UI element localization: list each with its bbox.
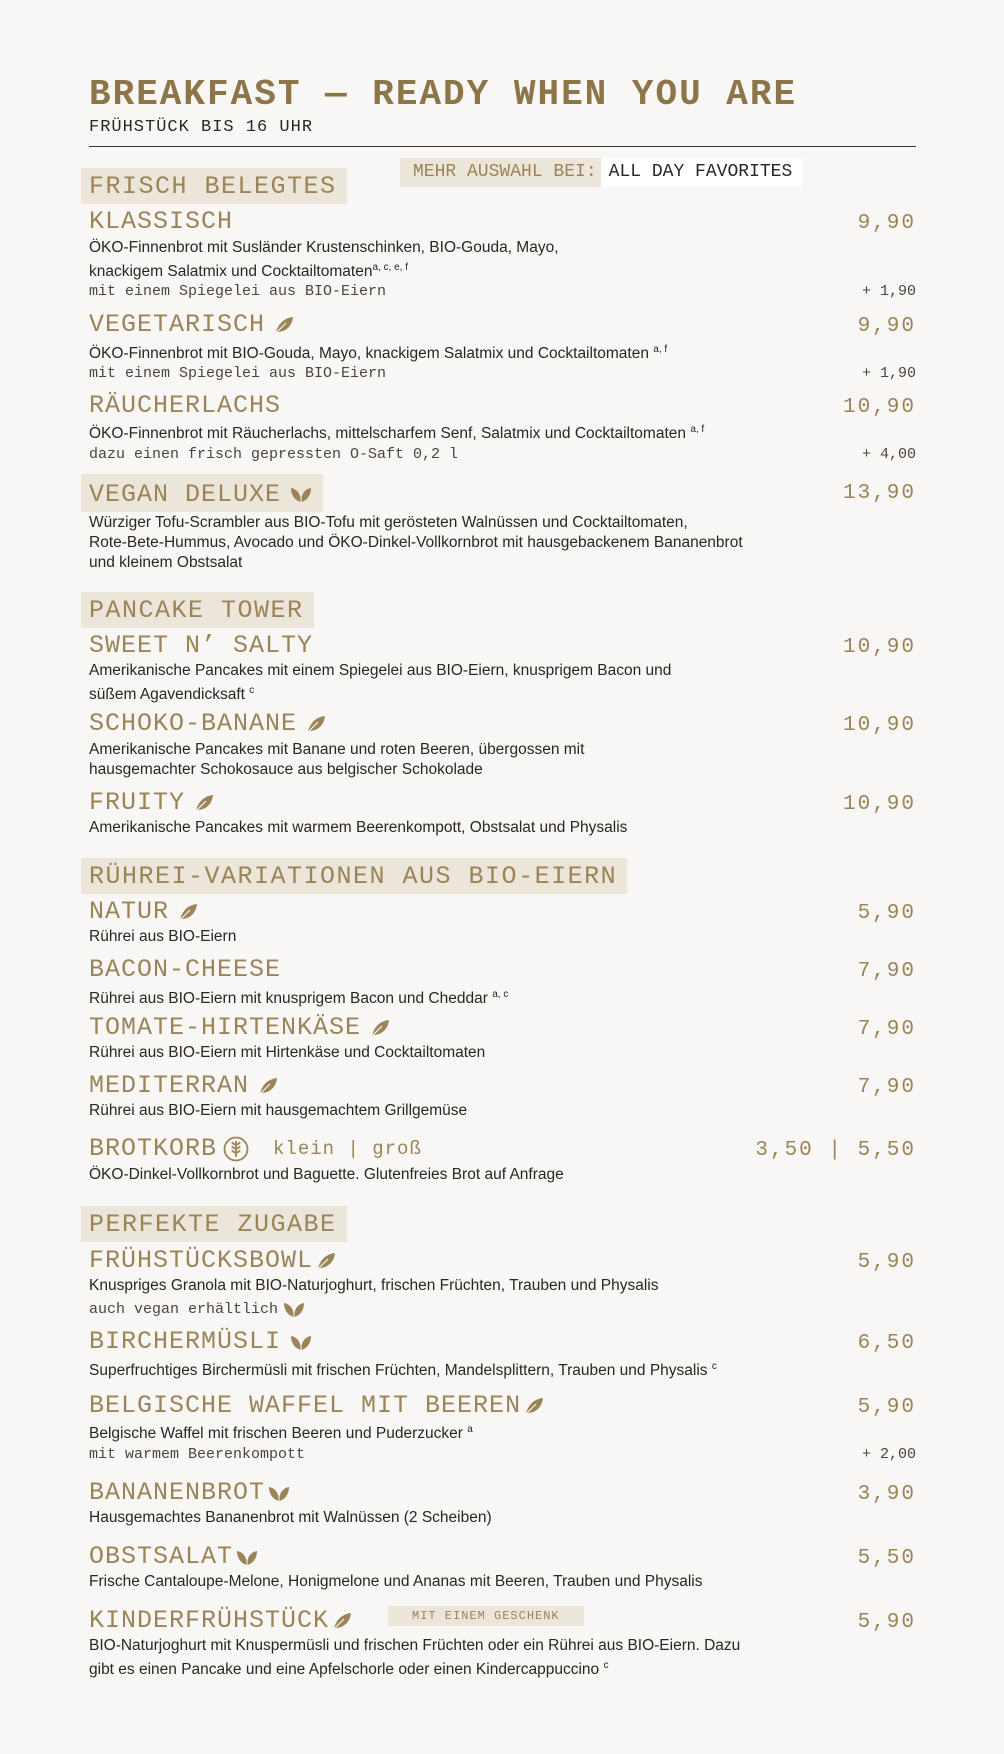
item-desc-birchermuesli: Superfruchtiges Birchermüsli mit frischen Früchten, Mandelsplittern, Trauben und Physalis $^c$ xyxy=(89,1361,717,1380)
header-divider xyxy=(89,146,916,147)
item-extra-price-raeucherlachs: + 4,00 xyxy=(861,446,916,463)
item-extra-price-belgische-waffel: + 2,00 xyxy=(861,1446,916,1463)
item-price-raeucherlachs: 10,90 xyxy=(842,396,916,419)
vegetarian-leaf-icon xyxy=(193,793,215,813)
more-choice-label: MEHR AUSWAHL BEI: xyxy=(400,158,601,187)
wheat-icon xyxy=(223,1136,249,1162)
vegan-icon xyxy=(282,1299,306,1319)
vegetarian-leaf-icon xyxy=(273,315,295,335)
item-price-sweet-salty: 10,90 xyxy=(842,636,916,659)
item-desc-raeucherlachs: ÖKO-Finnenbrot mit Räucherlachs, mittelscharfem Senf, Salatmix und Cocktailtomaten $^{a, f}$ xyxy=(89,424,705,443)
section-pancake-tower: PANCAKE TOWER xyxy=(81,592,314,628)
item-extra-fruehstuecksbowl: auch vegan erhältlich xyxy=(89,1299,306,1319)
section-ruehrei: RÜHREI-VARIATIONEN AUS BIO-EIERN xyxy=(81,858,627,894)
item-price-kinderfruehstueck: 5,90 xyxy=(857,1611,916,1634)
item-desc-schoko-banane: Amerikanische Pancakes mit Banane und roten Beeren, übergossen mit hausgemachter Schokosauce aus belgischer Schokolade xyxy=(89,741,585,778)
item-price-tomate-hirtenkaese: 7,90 xyxy=(857,1018,916,1041)
item-name-klassisch: KLASSISCH xyxy=(89,207,234,236)
item-price-fruehstuecksbowl: 5,90 xyxy=(857,1251,916,1274)
vegan-icon xyxy=(289,1332,313,1352)
item-name-brotkorb: BROTKORB klein | groß xyxy=(89,1134,422,1163)
brotkorb-sizes: klein | groß xyxy=(273,1137,422,1160)
item-name-tomate-hirtenkaese: TOMATE-HIRTENKÄSE xyxy=(89,1013,391,1042)
vegetarian-leaf-icon xyxy=(177,902,199,922)
item-name-obstsalat: OBSTSALAT xyxy=(89,1542,259,1571)
item-price-mediterran: 7,90 xyxy=(857,1076,916,1099)
item-desc-fruity: Amerikanische Pancakes mit warmem Beerenkompott, Obstsalat und Physalis xyxy=(89,819,628,836)
item-desc-vegetarisch: ÖKO-Finnenbrot mit BIO-Gouda, Mayo, knackigem Salatmix und Cocktailtomaten $^{a, f}$ xyxy=(89,344,668,363)
vegan-icon xyxy=(235,1547,259,1567)
item-desc-fruehstuecksbowl: Knuspriges Granola mit BIO-Naturjoghurt, frischen Früchten, Trauben und Physalis xyxy=(89,1277,659,1294)
item-desc-bananenbrot: Hausgemachtes Bananenbrot mit Walnüssen (2 Scheiben) xyxy=(89,1509,492,1526)
item-price-brotkorb: 3,50 | 5,50 xyxy=(755,1139,916,1162)
item-extra-belgische-waffel: mit warmem Beerenkompott xyxy=(89,1446,306,1463)
more-choice-link[interactable] xyxy=(400,158,802,187)
item-name-vegan-deluxe: VEGAN DELUXE xyxy=(81,474,323,512)
item-extra-klassisch: mit einem Spiegelei aus BIO-Eiern xyxy=(89,283,387,300)
item-price-belgische-waffel: 5,90 xyxy=(857,1396,916,1419)
item-price-vegan-deluxe: 13,90 xyxy=(842,482,916,505)
vegan-icon xyxy=(289,484,313,504)
item-name-schoko-banane: SCHOKO-BANANE xyxy=(89,709,327,738)
item-price-fruity: 10,90 xyxy=(842,793,916,816)
item-name-belgische-waffel: BELGISCHE WAFFEL MIT BEEREN xyxy=(89,1391,545,1420)
more-choice-value[interactable]: ALL DAY FAVORITES xyxy=(601,158,803,187)
item-price-bacon-cheese: 7,90 xyxy=(857,960,916,983)
item-desc-vegan-deluxe: Würziger Tofu-Scrambler aus BIO-Tofu mit gerösteten Walnüssen und Cocktailtomaten, Rote-Bete-Hummus, Avocado und ÖKO-Dinkel-Vollkornbrot mit hausgebackenem Bananenbrot und kleinem Obstsalat xyxy=(89,514,743,571)
vegetarian-leaf-icon xyxy=(523,1396,545,1416)
item-price-schoko-banane: 10,90 xyxy=(842,714,916,737)
item-name-bananenbrot: BANANENBROT xyxy=(89,1478,291,1507)
vegan-icon xyxy=(267,1483,291,1503)
item-price-bananenbrot: 3,90 xyxy=(857,1483,916,1506)
item-name-kinderfruehstueck: KINDERFRÜHSTÜCK xyxy=(89,1606,353,1635)
item-name-fruehstuecksbowl: FRÜHSTÜCKSBOWL xyxy=(89,1246,337,1275)
item-desc-brotkorb: ÖKO-Dinkel-Vollkornbrot und Baguette. Glutenfreies Brot auf Anfrage xyxy=(89,1166,564,1183)
item-desc-kinderfruehstueck: BIO-Naturjoghurt mit Knuspermüsli und frischen Früchten oder ein Rührei aus BIO-Eiern. Dazu gibt es einen Pancake und eine Apfelschorle oder einen Kindercappuccino $^c$ xyxy=(89,1637,741,1679)
item-desc-mediterran: Rührei aus BIO-Eiern mit hausgemachtem Grillgemüse xyxy=(89,1102,468,1119)
gift-badge: MIT EINEM GESCHENK xyxy=(388,1606,584,1626)
item-name-raeucherlachs: RÄUCHERLACHS xyxy=(89,391,282,420)
vegetarian-leaf-icon xyxy=(331,1611,353,1631)
section-perfekte-zugabe: PERFEKTE ZUGABE xyxy=(81,1206,347,1242)
vegetarian-leaf-icon xyxy=(305,714,327,734)
item-desc-sweet-salty: Amerikanische Pancakes mit einem Spiegelei aus BIO-Eiern, knusprigem Bacon und süßem Agavendicksaft $^c$ xyxy=(89,662,672,704)
item-desc-belgische-waffel: Belgische Waffel mit frischen Beeren und Puderzucker $^a$ xyxy=(89,1424,473,1443)
item-name-natur: NATUR xyxy=(89,897,199,926)
vegetarian-leaf-icon xyxy=(315,1251,337,1271)
item-desc-natur: Rührei aus BIO-Eiern xyxy=(89,928,237,945)
item-desc-bacon-cheese: Rührei aus BIO-Eiern mit knusprigem Bacon und Cheddar $^{a, c}$ xyxy=(89,989,509,1008)
vegetarian-leaf-icon xyxy=(369,1018,391,1038)
item-name-fruity: FRUITY xyxy=(89,788,215,817)
item-extra-raeucherlachs: dazu einen frisch gepressten O-Saft 0,2 l xyxy=(89,446,459,463)
item-name-mediterran: MEDITERRAN xyxy=(89,1071,279,1100)
item-desc-klassisch: ÖKO-Finnenbrot mit Susländer Krustenschinken, BIO-Gouda, Mayo, knackigem Salatmix und Cocktailtomaten$^{a, c, e, f}$ xyxy=(89,239,559,281)
item-extra-price-klassisch: + 1,90 xyxy=(861,283,916,300)
item-price-klassisch: 9,90 xyxy=(857,212,916,235)
section-frisch-belegtes: FRISCH BELEGTES xyxy=(81,168,347,204)
item-price-natur: 5,90 xyxy=(857,902,916,925)
page-subtitle: FRÜHSTÜCK BIS 16 UHR xyxy=(89,118,314,137)
item-desc-tomate-hirtenkaese: Rührei aus BIO-Eiern mit Hirtenkäse und Cocktailtomaten xyxy=(89,1044,486,1061)
item-name-vegetarisch: VEGETARISCH xyxy=(89,310,295,339)
vegetarian-leaf-icon xyxy=(257,1076,279,1096)
item-desc-obstsalat: Frische Cantaloupe-Melone, Honigmelone und Ananas mit Beeren, Trauben und Physalis xyxy=(89,1573,703,1590)
item-name-sweet-salty: SWEET N’ SALTY xyxy=(89,631,314,660)
item-extra-vegetarisch: mit einem Spiegelei aus BIO-Eiern xyxy=(89,365,387,382)
page-title: BREAKFAST — READY WHEN YOU ARE xyxy=(89,74,798,115)
item-price-birchermuesli: 6,50 xyxy=(857,1332,916,1355)
item-price-obstsalat: 5,50 xyxy=(857,1547,916,1570)
item-price-vegetarisch: 9,90 xyxy=(857,315,916,338)
item-name-bacon-cheese: BACON-CHEESE xyxy=(89,955,282,984)
item-extra-price-vegetarisch: + 1,90 xyxy=(861,365,916,382)
item-name-birchermuesli: BIRCHERMÜSLI xyxy=(89,1327,313,1356)
